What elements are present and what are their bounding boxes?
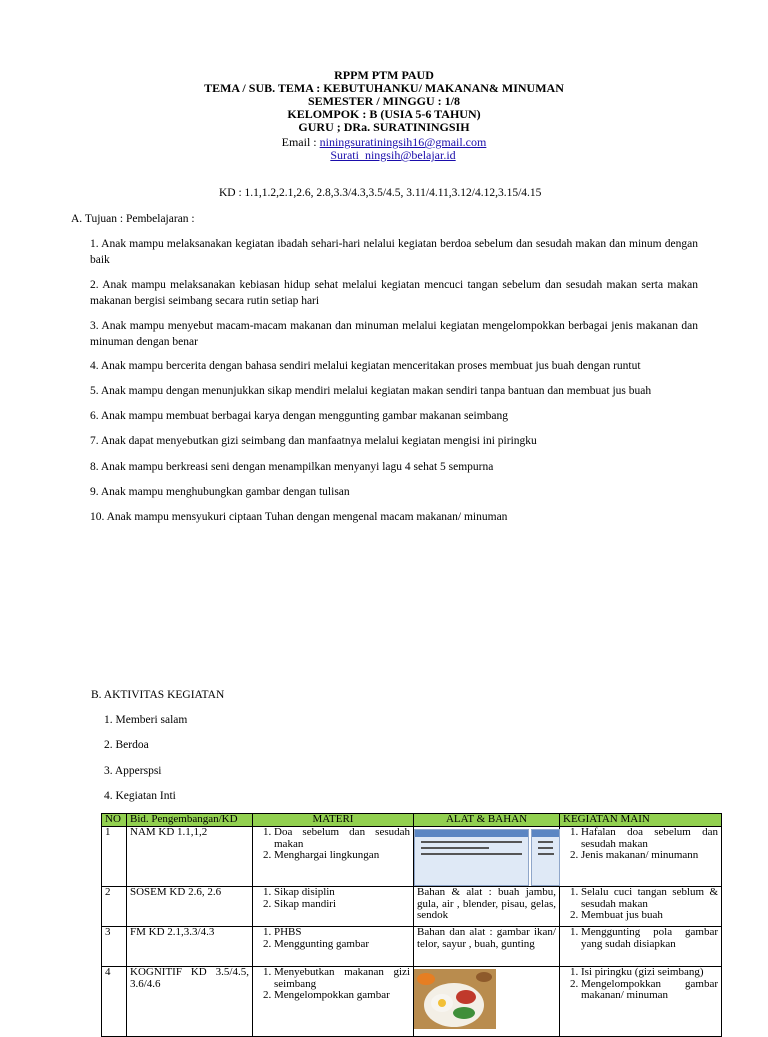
doc-tema: TEMA / SUB. TEMA : KEBUTUHANKU/ MAKANAN& MINUMAN bbox=[204, 81, 564, 95]
email-label: Email : bbox=[281, 135, 320, 149]
objective-7: 7. Anak dapat menyebutkan gizi seimbang dan manfaatnya melalui kegiatan mengisi ini piringku bbox=[90, 435, 537, 447]
row-no: 3 bbox=[102, 927, 127, 967]
col-header-kegiatan: KEGIATAN MAIN bbox=[560, 814, 722, 827]
row-bid: KOGNITIF KD 3.5/4.5, 3.6/4.6 bbox=[127, 967, 253, 1037]
row-bid: FM KD 2.1,3.3/4.3 bbox=[127, 927, 253, 967]
objective-5: 5. Anak mampu dengan menunjukkan sikap mendiri melalui kegiatan makan sendiri tanpa bantuan dan membuat jus buah bbox=[90, 385, 652, 397]
alat-text: Bahan dan alat : gambar ikan/ telor, sayur , buah, gunting bbox=[414, 927, 560, 967]
section-b-title: B. AKTIVITAS KEGIATAN bbox=[91, 689, 225, 701]
row-no: 4 bbox=[102, 967, 127, 1037]
objective-6: 6. Anak mampu membuat berbagai karya dengan menggunting gambar makanan seimbang bbox=[90, 410, 509, 422]
section-a-title: A. Tujuan : Pembelajaran : bbox=[71, 213, 195, 225]
prayer-card-image-1 bbox=[414, 829, 529, 886]
col-header-bid: Bid. Pengembangan/KD bbox=[127, 814, 253, 827]
kegiatan-item: 2. Membuat jus buah bbox=[581, 910, 718, 922]
table-row bbox=[102, 967, 722, 1037]
row-bid: SOSEM KD 2.6, 2.6 bbox=[127, 887, 253, 927]
alat-images bbox=[414, 967, 560, 1037]
activity-1: 1. Memberi salam bbox=[104, 714, 188, 726]
materi-item: 1. PHBS bbox=[274, 927, 410, 939]
doc-kelompok: KELOMPOK : B (USIA 5-6 TAHUN) bbox=[287, 107, 481, 121]
col-header-alat: ALAT & BAHAN bbox=[414, 814, 560, 827]
kd-line: KD : 1.1,1.2,2.1,2.6, 2.8,3.3/4.3,3.5/4.5, 3.11/4.11,3.12/4.12,3.15/4.15 bbox=[219, 187, 542, 199]
objective-10: 10. Anak mampu mensyukuri ciptaan Tuhan dengan mengenal macam makanan/ minuman bbox=[90, 511, 508, 523]
doc-guru: GURU ; DRa. SURATININGSIH bbox=[298, 120, 470, 134]
objective-3: 3. Anak mampu menyebut macam-macam makanan dan minuman melalui kegiatan mengelompokkan berbagai jenis makanan dan minuman dengan benar bbox=[90, 320, 698, 348]
materi-item: 2. Menggunting gambar bbox=[274, 939, 410, 951]
materi-item: 1. Sikap disiplin bbox=[274, 887, 410, 899]
materi-item: 1. Menyebutkan makanan gizi seimbang bbox=[274, 967, 410, 990]
kegiatan-item: 2. Jenis makanan/ minumann bbox=[581, 850, 718, 862]
table-row bbox=[102, 827, 722, 887]
doc-semester: SEMESTER / MINGGU : 1/8 bbox=[307, 94, 460, 108]
objective-2: 2. Anak mampu melaksanakan kebiasan hidup sehat melalui kegiatan mencuci tangan sebelum dan sesudah makan serta makan makanan bergisi seimbang secara rutin setiap hari bbox=[90, 279, 698, 307]
email-link-2[interactable]: Surati_ningsih@belajar.id bbox=[330, 148, 456, 162]
email-link-1[interactable]: niningsuratiningsih16@gmail.com bbox=[319, 135, 487, 149]
activity-table bbox=[101, 813, 722, 1037]
kegiatan-item: 2. Mengelompokkan gambar makanan/ minuman bbox=[581, 979, 718, 1002]
table-row bbox=[102, 927, 722, 967]
col-header-no: NO bbox=[102, 814, 127, 827]
doc-title: RPPM PTM PAUD bbox=[334, 68, 434, 82]
activity-3: 3. Apperspsi bbox=[104, 765, 162, 777]
col-header-materi: MATERI bbox=[253, 814, 414, 827]
table-header-row bbox=[102, 814, 722, 827]
row-no: 1 bbox=[102, 827, 127, 887]
food-plate-image bbox=[414, 969, 496, 1029]
materi-item: 2. Mengelompokkan gambar bbox=[274, 990, 410, 1002]
objective-8: 8. Anak mampu berkreasi seni dengan menampilkan menyanyi lagu 4 sehat 5 sempurna bbox=[90, 461, 494, 473]
alat-images bbox=[414, 827, 560, 887]
prayer-card-image-2 bbox=[531, 829, 560, 886]
table-row bbox=[102, 887, 722, 927]
materi-item: 2. Menghargai lingkungan bbox=[274, 850, 410, 862]
objective-4: 4. Anak mampu bercerita dengan bahasa sendiri melalui kegiatan menceritakan proses membuat jus buah dengan runtut bbox=[90, 360, 641, 372]
objective-1: 1. Anak mampu melaksanakan kegiatan ibadah sehari-hari nelalui kegiatan berdoa sebelum dan sesudah makan dan minum dengan baik bbox=[90, 238, 698, 266]
activity-4: 4. Kegiatan Inti bbox=[104, 790, 176, 802]
materi-item: 1. Doa sebelum dan sesudah makan bbox=[274, 827, 410, 850]
email-line-2 bbox=[9, 149, 768, 162]
kegiatan-item: 1. Menggunting pola gambar yang sudah disiapkan bbox=[581, 927, 718, 950]
row-bid: NAM KD 1.1,1,2 bbox=[127, 827, 253, 887]
kegiatan-item: 1. Hafalan doa sebelum dan sesudah makan bbox=[581, 827, 718, 850]
activity-2: 2. Berdoa bbox=[104, 739, 149, 751]
objective-9: 9. Anak mampu menghubungkan gambar dengan tulisan bbox=[90, 486, 350, 498]
kegiatan-item: 1. Selalu cuci tangan seblum & sesudah makan bbox=[581, 887, 718, 910]
alat-text: Bahan & alat : buah jambu, gula, air , blender, pisau, gelas, sendok bbox=[414, 887, 560, 927]
materi-item: 2. Sikap mandiri bbox=[274, 899, 410, 911]
kegiatan-item: 1. Isi piringku (gizi seimbang) bbox=[581, 967, 718, 979]
row-no: 2 bbox=[102, 887, 127, 927]
